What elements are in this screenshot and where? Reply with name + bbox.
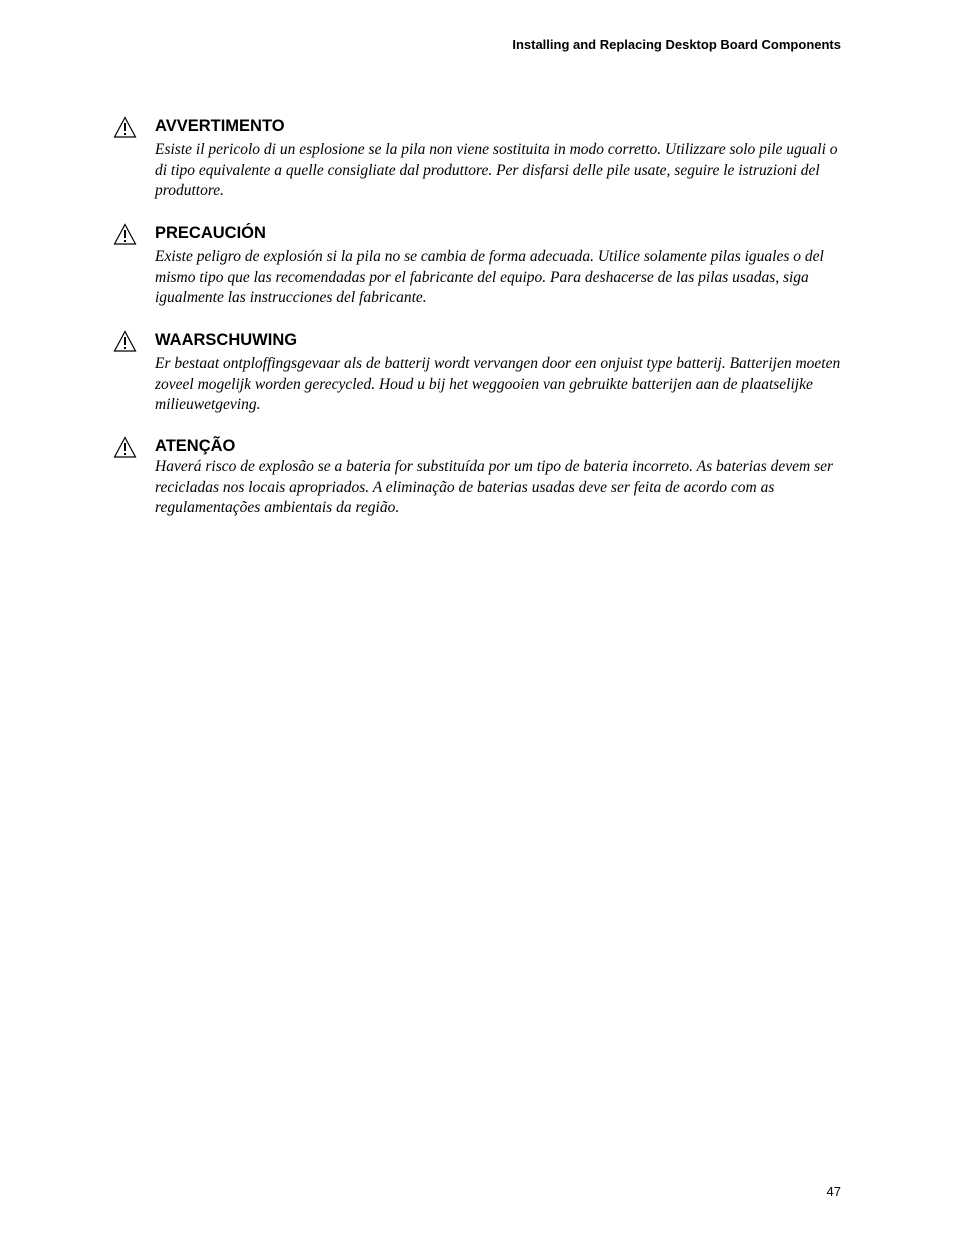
warning-dutch xyxy=(113,330,843,416)
running-header: Installing and Replacing Desktop Board Components xyxy=(512,37,841,52)
warning-text: Esiste il pericolo di un esplosione se la pila non viene sostituita in modo corretto. Utilizzare solo pile uguali o di tipo equivalente a quelle consigliate dal produttore. Per disfarsi delle pile usate, seguire le istruzioni del produttore. xyxy=(155,141,838,199)
warning-title: WAARSCHUWING xyxy=(155,331,298,349)
warning-portuguese xyxy=(113,436,843,519)
warning-spanish xyxy=(113,223,843,309)
warning-title: AVVERTIMENTO xyxy=(155,117,285,135)
warning-title: ATENÇÃO xyxy=(155,437,236,455)
page-number: 47 xyxy=(826,1184,841,1199)
warning-italian xyxy=(113,116,843,202)
warning-triangle-icon xyxy=(113,116,137,138)
warning-triangle-icon xyxy=(113,223,137,245)
warning-text: Existe peligro de explosión si la pila no se cambia de forma adecuada. Utilice solamente pilas iguales o del mismo tipo que las recomendadas por el fabricante del equipo. Para deshacerse de las pilas usadas, siga igualmente las instrucciones del fabricante. xyxy=(155,248,824,306)
warning-triangle-icon xyxy=(113,330,137,352)
warning-text: Haverá risco de explosão se a bateria for substituída por um tipo de bateria incorreto. As baterias devem ser recicladas nos locais apropriados. A eliminação de baterias usadas deve ser feita de acordo com as regulamentações ambientais da região. xyxy=(155,458,834,516)
warning-triangle-icon xyxy=(113,436,137,458)
warning-text: Er bestaat ontploffingsgevaar als de batterij wordt vervangen door een onjuist type batterij. Batterijen moeten zoveel mogelijk worden gerecycled. Houd u bij het weggooien van gebruikte batterijen aan de plaatselijke milieuwetgeving. xyxy=(155,355,841,413)
warning-title: PRECAUCIÓN xyxy=(155,224,266,242)
